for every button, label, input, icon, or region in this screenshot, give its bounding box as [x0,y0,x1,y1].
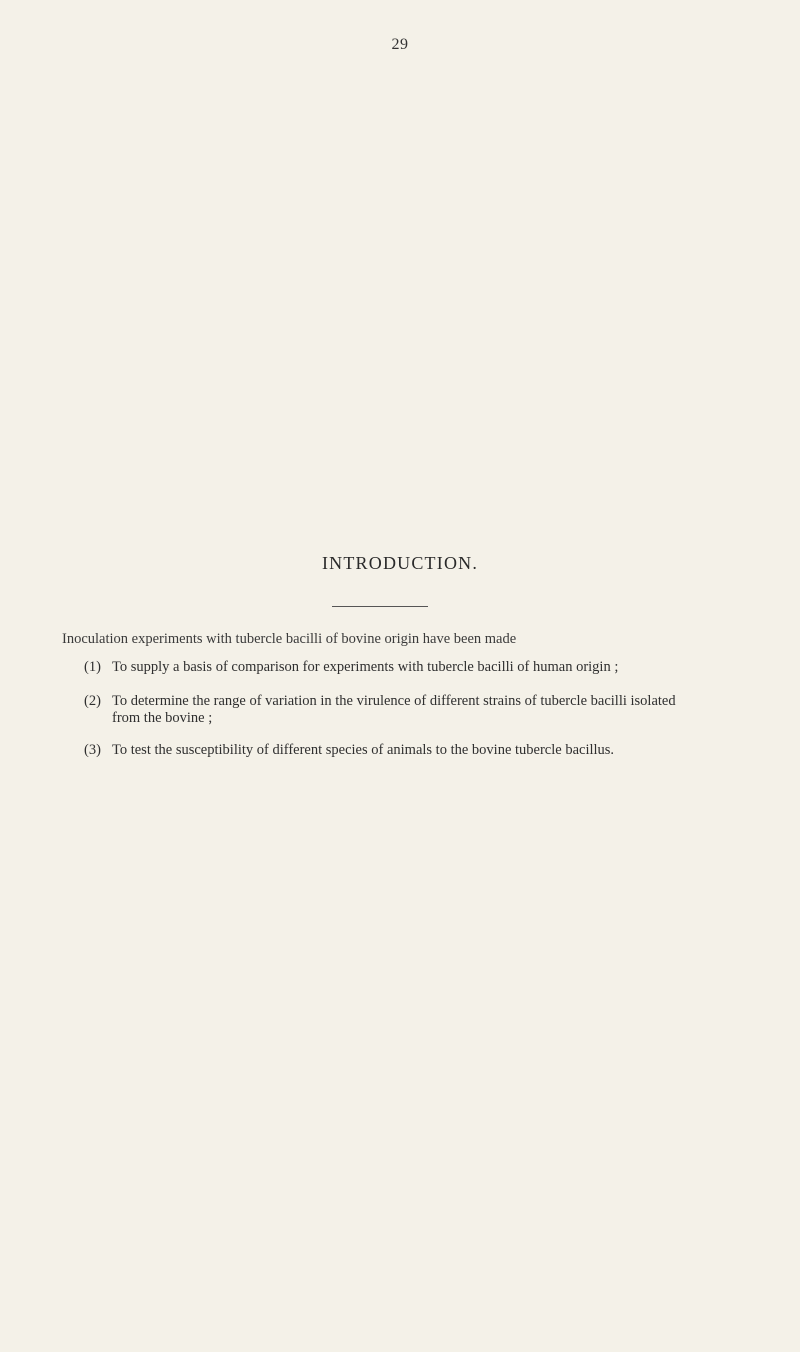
list-item-number: (2) [84,693,101,709]
list-item-text: To test the susceptibility of different species of animals to the bovine tubercle bacillus. [112,742,615,758]
heading-divider [332,606,428,607]
section-heading: INTRODUCTION. [321,553,479,573]
list-item-text-continued: from the bovine ; [112,710,213,726]
list-item-number: (1) [84,659,101,675]
list-item [84,659,784,676]
intro-paragraph: Inoculation experiments with tubercle bacilli of bovine origin have been made [62,631,517,647]
list-item [84,693,784,727]
list-item-text: To determine the range of variation in the virulence of different strains of tubercle bacilli isolated [112,693,676,709]
list-item-number: (3) [84,742,101,758]
page-number: 29 [391,36,409,53]
list-item-text: To supply a basis of comparison for experiments with tubercle bacilli of human origin ; [112,659,619,675]
list-item [84,742,784,759]
